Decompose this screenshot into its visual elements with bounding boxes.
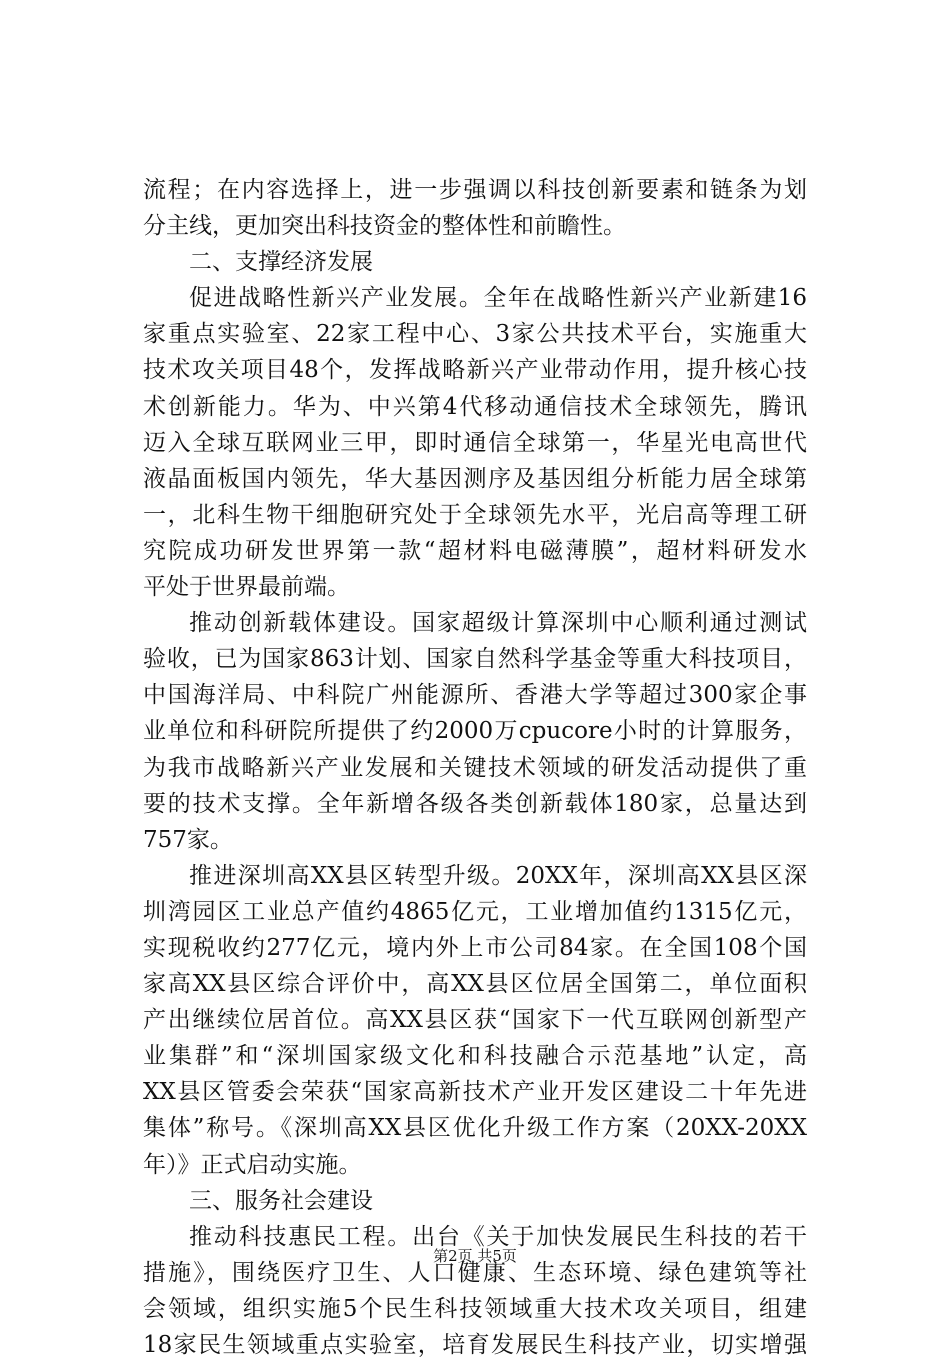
text-line: 家重点实验室、22家工程中心、3家公共技术平台，实施重大 — [143, 321, 807, 348]
text-line: 流程；在内容选择上，进一步强调以科技创新要素和链条为划 — [143, 177, 807, 203]
text-line: 会领域，组织实施5个民生科技领域重大技术攻关项目，组建 — [143, 1295, 807, 1322]
text-line: 措施》，围绕医疗卫生、人口健康、生态环境、绿色建筑等社 — [143, 1259, 807, 1286]
text-line: 业单位和科研院所提供了约2000万cpucore小时的计算服务， — [143, 718, 807, 745]
section-heading: 二、支撑经济发展 — [189, 249, 373, 276]
document-body — [143, 172, 807, 1363]
text-line: 圳湾园区工业总产值约4865亿元，工业增加值约1315亿元， — [143, 898, 807, 925]
text-line: 平处于世界最前端。 — [143, 574, 350, 601]
text-line: 技术攻关项目48个，发挥战略新兴产业带动作用，提升核心技 — [143, 357, 807, 384]
text-line: 推动创新载体建设。国家超级计算深圳中心顺利通过测试 — [189, 610, 807, 637]
text-line: 业集群”和“深圳国家级文化和科技融合示范基地”认定，高 — [143, 1043, 807, 1070]
text-line: 术创新能力。华为、中兴第4代移动通信技术全球领先，腾讯 — [143, 393, 807, 420]
text-line: 推进深圳高XX县区转型升级。20XX年，深圳高XX县区深 — [189, 862, 807, 889]
text-line: 年）》正式启动实施。 — [143, 1151, 362, 1178]
text-line: 集体”称号。《深圳高XX县区优化升级工作方案（20XX-20XX — [143, 1115, 807, 1142]
text-line: 为我市战略新兴产业发展和关键技术领域的研发活动提供了重 — [143, 754, 807, 781]
text-line: 一，北科生物干细胞研究处于全球领先水平，光启高等理工研 — [143, 501, 807, 528]
text-line: XX县区管委会荣获“国家高新技术产业开发区建设二十年先进 — [143, 1079, 807, 1106]
section-heading: 三、服务社会建设 — [189, 1187, 373, 1214]
text-line: 迈入全球互联网业三甲，即时通信全球第一，华星光电高世代 — [143, 429, 807, 456]
text-line: 中国海洋局、中科院广州能源所、香港大学等超过300家企事 — [143, 682, 807, 709]
text-line: 液晶面板国内领先，华大基因测序及基因组分析能力居全球第 — [143, 465, 807, 492]
text-line: 要的技术支撑。全年新增各级各类创新载体180家，总量达到 — [143, 790, 807, 817]
text-line: 究院成功研发世界第一款“超材料电磁薄膜”，超材料研发水 — [143, 537, 807, 564]
text-line: 18家民生领域重点实验室，培育发展民生科技产业，切实增强 — [143, 1332, 807, 1358]
page-number: 第2页 共5页 — [433, 1247, 517, 1265]
text-line: 分主线，更加突出科技资金的整体性和前瞻性。 — [143, 213, 626, 240]
text-line: 推动科技惠民工程。出台《关于加快发展民生科技的若干 — [189, 1223, 807, 1250]
text-line: 验收，已为国家863计划、国家自然科学基金等重大科技项目， — [143, 646, 807, 673]
text-line: 家高XX县区综合评价中，高XX县区位居全国第二，单位面积 — [143, 971, 807, 998]
text-line: 实现税收约277亿元，境内外上市公司84家。在全国108个国 — [143, 934, 807, 961]
text-line: 757家。 — [143, 826, 233, 853]
text-line: 产出继续位居首位。高XX县区获“国家下一代互联网创新型产 — [143, 1007, 807, 1034]
text-line: 促进战略性新兴产业发展。全年在战略性新兴产业新建16 — [189, 285, 807, 312]
